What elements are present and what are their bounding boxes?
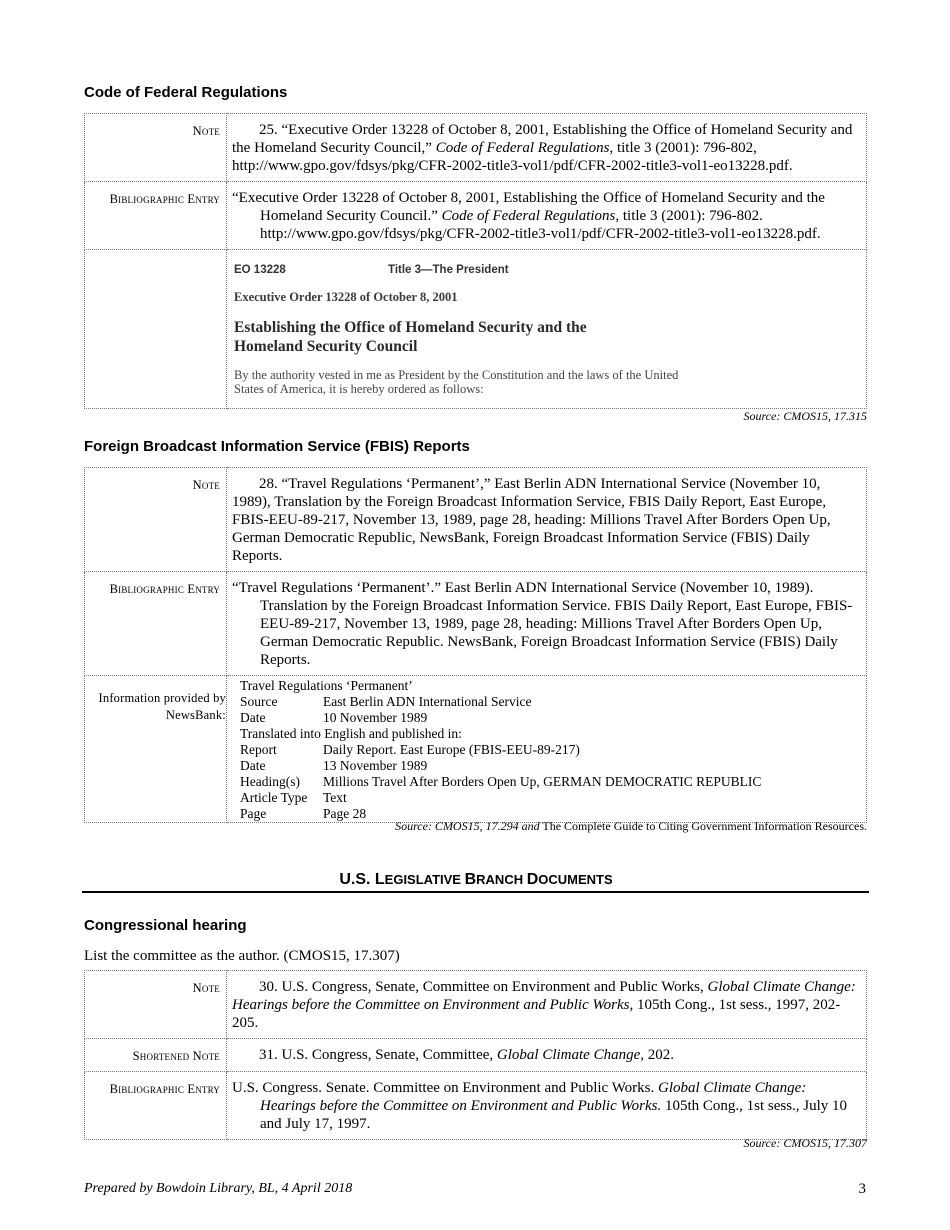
footer-prepared-by: Prepared by Bowdoin Library, BL, 4 April 2018	[84, 1181, 353, 1196]
newsbank-row: Heading(s) Millions Travel After Borders Open Up, GERMAN DEMOCRATIC REPUBLIC	[240, 774, 762, 789]
bib-text: “Travel Regulations ‘Permanent’.” East Berlin ADN International Service (November 10, 1989). Translation by the Foreign Broadcast Information Service. FBIS Daily Report, East Europe, FBIS-EEU-89-217, November 13, 1989, page 28, heading: Millions Travel After Borders Open Up, German Democratic Republic. NewsBank, Foreign Broadcast Information Service (FBIS) Daily Reports.	[232, 580, 853, 668]
page-number: 3	[858, 1181, 866, 1197]
newsbank-title: Travel Regulations ‘Permanent’	[240, 678, 413, 693]
hearing-source: Source: CMOS15, 17.307	[743, 1136, 867, 1150]
newsbank-row: Page Page 28	[240, 806, 367, 821]
newsbank-row: Article Type Text	[240, 790, 347, 805]
section-rule	[82, 891, 869, 893]
note-text: 25. “Executive Order 13228 of October 8, 2001, Establishing the Office of Homeland Security and the Homeland Security Council,” Code of Federal Regulations, title 3 (2001): 796-802, http://www.gpo.gov/fdsys/pkg/CFR-2002-title3-vol1/pdf/CFR-2002-title3-vol1-eo13228.pdf.	[232, 122, 853, 174]
note-label: Note	[85, 468, 227, 572]
newsbank-record	[227, 676, 866, 822]
bib-text: U.S. Congress. Senate. Committee on Environment and Public Works. Global Climate Change: Hearings before the Committee on Environment and Public Works. 105th Cong., 1st sess., July 10 and July 17, 1997.	[232, 1080, 848, 1132]
newsbank-cell	[227, 676, 867, 823]
short-cell	[227, 1039, 867, 1072]
cfr-excerpt-row	[85, 250, 867, 409]
newsbank-label: Information provided by NewsBank:	[85, 676, 227, 823]
hearing-note-row	[85, 971, 867, 1039]
bib-cell	[227, 572, 867, 676]
eo-body: By the authority vested in me as President by the Constitution and the laws of the United States of America, it is hereby ordered as follows:	[234, 368, 679, 396]
short-text: 31. U.S. Congress, Senate, Committee, Global Climate Change, 202.	[259, 1047, 674, 1063]
cfr-citation-table	[84, 113, 867, 409]
bib-text: “Executive Order 13228 of October 8, 2001, Establishing the Office of Homeland Security and the Homeland Security Council.” Code of Federal Regulations, title 3 (2001): 796-802. http://www.gpo.gov/fdsys/pkg/CFR-2002-title3-vol1/pdf/CFR-2002-title3-vol1-eo13228.pdf.	[232, 190, 825, 242]
section-title: U.S. LEGISLATIVE BRANCH DOCUMENTS	[339, 871, 613, 888]
bibliographic-entry-label: Bibliographic Entry	[85, 1072, 227, 1140]
cfr-note-row	[85, 114, 867, 182]
eo-number: EO 13228	[234, 264, 286, 276]
note-label: Note	[85, 971, 227, 1039]
fbis-heading: Foreign Broadcast Information Service (FBIS) Reports	[84, 438, 470, 455]
cfr-heading: Code of Federal Regulations	[84, 84, 288, 101]
note-cell	[227, 468, 867, 572]
note-text: 28. “Travel Regulations ‘Permanent’,” East Berlin ADN International Service (November 10, 1989), Translation by the Foreign Broadcast Information Service, FBIS Daily Report, East Europe, FBIS-EEU-89-217, November 13, 1989, page 28, heading: Millions Travel After Borders Open Up, German Democratic Republic, NewsBank, Foreign Broadcast Information Service (FBIS) Daily Reports.	[232, 476, 831, 564]
bibliographic-entry-label: Bibliographic Entry	[85, 182, 227, 250]
newsbank-row: Date 10 November 1989	[240, 710, 428, 725]
fbis-bib-row	[85, 572, 867, 676]
fbis-citation-table	[84, 467, 867, 823]
eo-excerpt-image	[227, 250, 867, 409]
newsbank-row: Date 13 November 1989	[240, 758, 428, 773]
bib-cell	[227, 182, 867, 250]
note-text: 30. U.S. Congress, Senate, Committee on Environment and Public Works, Global Climate Change: Hearings before the Committee on Environment and Public Works, 105th Cong., 1st sess., 1997, 202-205.	[232, 979, 856, 1031]
shortened-note-label: Shortened Note	[85, 1039, 227, 1072]
newsbank-row: Report Daily Report. East Europe (FBIS-EEU-89-217)	[240, 742, 580, 757]
note-cell	[227, 971, 867, 1039]
newsbank-row: Source East Berlin ADN International Service	[240, 694, 532, 709]
fbis-note-row	[85, 468, 867, 572]
hearing-short-row	[85, 1039, 867, 1072]
cfr-bib-row	[85, 182, 867, 250]
bibliographic-entry-label: Bibliographic Entry	[85, 572, 227, 676]
eo-order-line: Executive Order 13228 of October 8, 2001	[234, 290, 458, 304]
eo-title: Establishing the Office of Homeland Security and the Homeland Security Council	[234, 319, 587, 355]
newsbank-translated: Translated into English and published in:	[240, 726, 462, 741]
cfr-source: Source: CMOS15, 17.315	[743, 409, 867, 423]
fbis-source: Source: CMOS15, 17.294 and The Complete Guide to Citing Government Information Resources.	[395, 819, 867, 833]
fbis-newsbank-row	[85, 676, 867, 823]
hearing-intro: List the committee as the author. (CMOS15, 17.307)	[84, 948, 400, 964]
eo-running-head: Title 3—The President	[388, 264, 509, 276]
empty-label-cell	[85, 250, 227, 409]
hearing-citation-table	[84, 970, 867, 1140]
bib-cell	[227, 1072, 867, 1140]
note-cell	[227, 114, 867, 182]
note-label: Note	[85, 114, 227, 182]
hearing-heading: Congressional hearing	[84, 917, 247, 934]
hearing-bib-row	[85, 1072, 867, 1140]
